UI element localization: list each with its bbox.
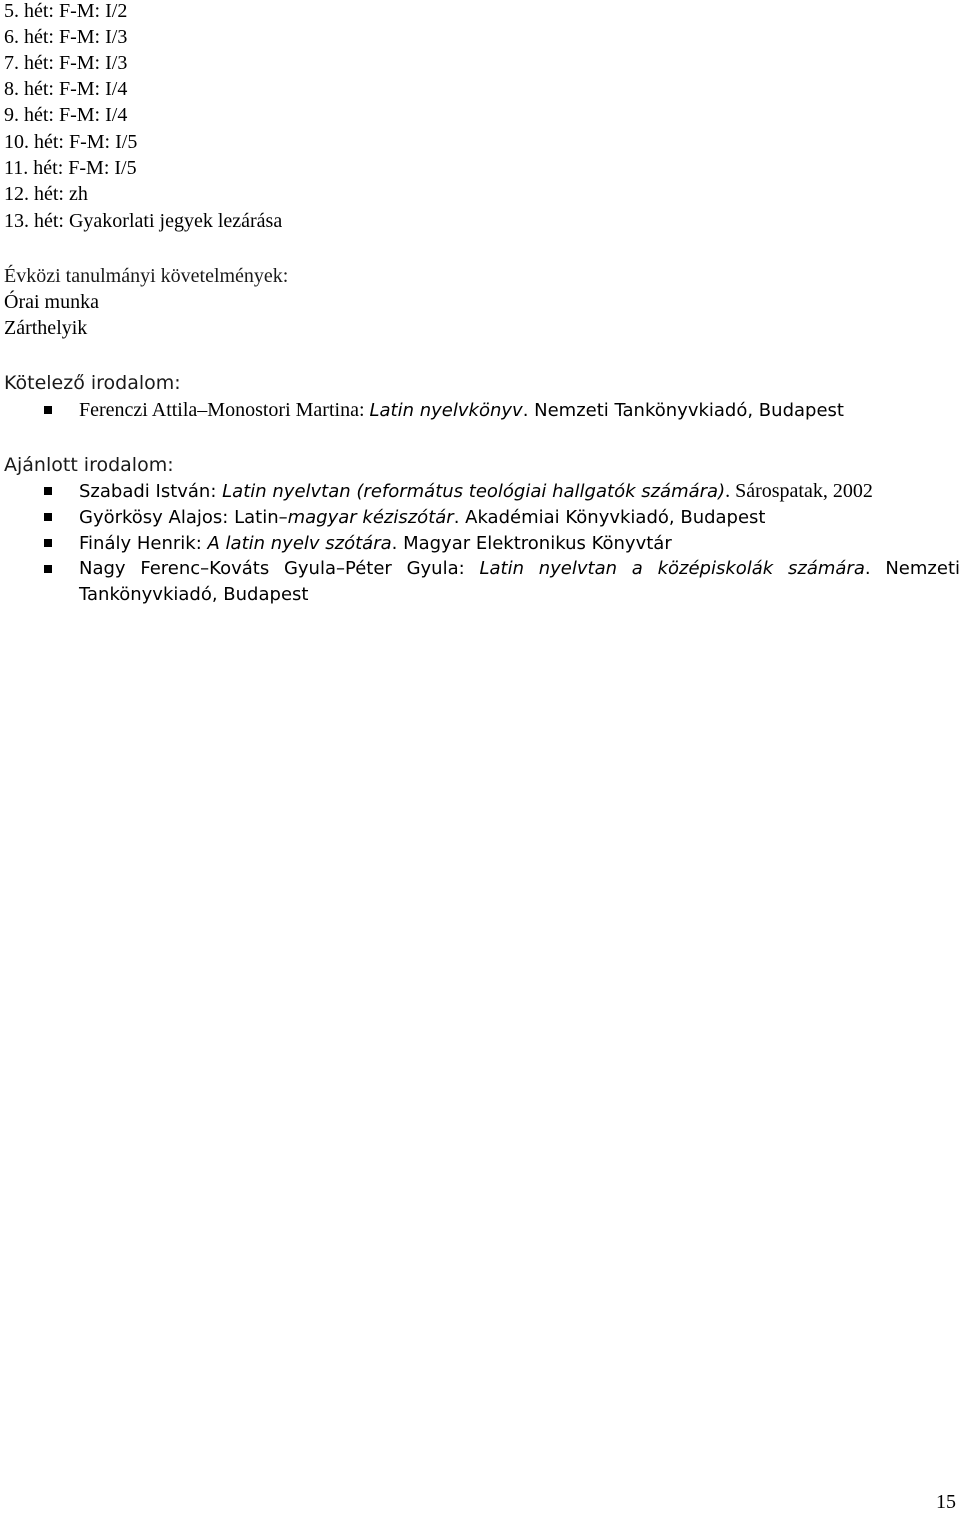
schedule-line: 7. hét: F-M: I/3 xyxy=(4,52,128,74)
reference-authors: Nagy Ferenc–Kováts Gyula–Péter Gyula: xyxy=(79,558,480,579)
recommended-literature-item xyxy=(44,504,960,531)
schedule-line: 10. hét: F-M: I/5 xyxy=(4,131,138,153)
bullet-icon xyxy=(44,565,52,573)
reference-authors: Szabadi István: xyxy=(79,481,223,502)
reference-publisher: . Akadémiai Könyvkiadó, Budapest xyxy=(453,507,766,528)
reference-title: A latin nyelv szótára xyxy=(207,533,392,554)
schedule-line: 8. hét: F-M: I/4 xyxy=(4,78,128,100)
recommended-literature-item xyxy=(44,556,960,608)
reference-publisher: . Magyar Elektronikus Könyvtár xyxy=(391,533,672,554)
bullet-icon xyxy=(44,539,52,547)
reference-publisher: . Nemzeti Tankönyvkiadó, Budapest xyxy=(79,558,960,605)
schedule-line: 5. hét: F-M: I/2 xyxy=(4,0,128,22)
schedule-line: 12. hét: zh xyxy=(4,183,88,205)
reference-title: Latin nyelvtan (református teológiai hallgatók számára) xyxy=(222,481,726,502)
recommended-literature-heading: Ajánlott irodalom: xyxy=(4,454,174,476)
bullet-icon xyxy=(44,513,52,521)
reference-publisher: . Nemzeti Tankönyvkiadó, Budapest xyxy=(522,400,844,421)
schedule-line: 9. hét: F-M: I/4 xyxy=(4,104,128,126)
reference-title: Latin nyelvkönyv xyxy=(369,400,523,421)
reference-title: Latin nyelvtan a középiskolák számára xyxy=(479,558,865,579)
reference-authors: Ferenczi Attila–Monostori Martina: xyxy=(79,399,370,421)
reference-authors: Finály Henrik: xyxy=(79,533,208,554)
bullet-icon xyxy=(44,487,52,495)
schedule-line: 13. hét: Gyakorlati jegyek lezárása xyxy=(4,210,283,232)
recommended-literature-item xyxy=(44,530,960,557)
reference-publisher: . Sárospatak, 2002 xyxy=(725,480,873,502)
schedule-line: 11. hét: F-M: I/5 xyxy=(4,157,137,179)
requirement-item: Zárthelyik xyxy=(4,317,88,339)
schedule-line: 6. hét: F-M: I/3 xyxy=(4,26,128,48)
requirements-heading: Évközi tanulmányi követelmények: xyxy=(4,265,289,287)
required-literature-heading: Kötelező irodalom: xyxy=(4,372,181,394)
reference-authors: Györkösy Alajos: Latin– xyxy=(79,507,288,528)
reference-title: magyar kéziszótár xyxy=(287,507,454,528)
page-number: 15 xyxy=(936,1491,956,1513)
bullet-icon xyxy=(44,406,52,414)
requirement-item: Órai munka xyxy=(4,291,99,313)
recommended-literature-item xyxy=(44,478,960,505)
required-literature-item xyxy=(44,397,960,424)
